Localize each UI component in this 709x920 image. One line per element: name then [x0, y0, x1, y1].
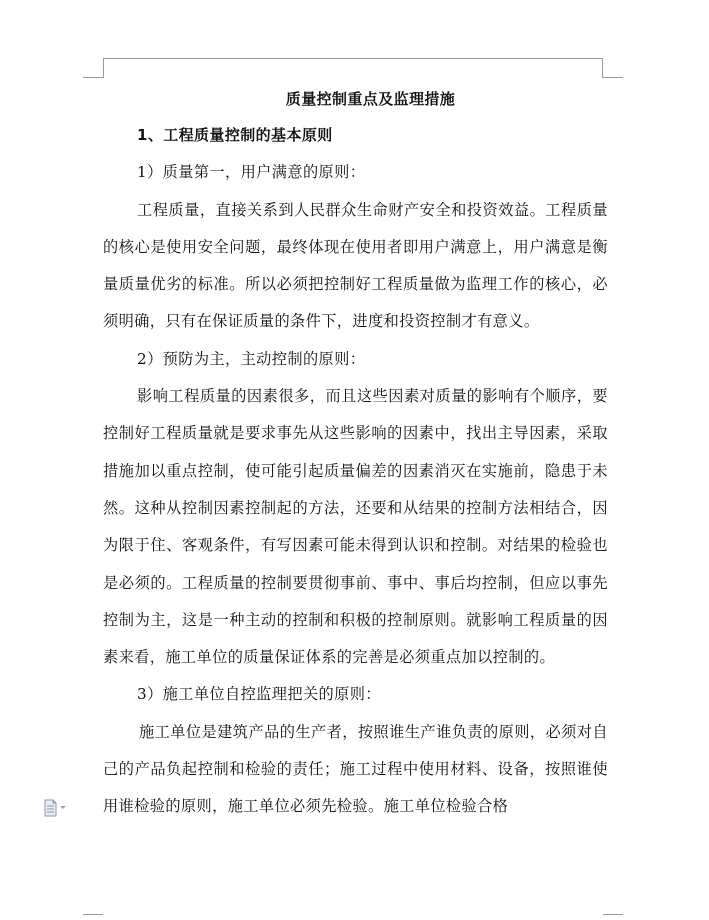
page-margin-frame: [103, 58, 603, 78]
margin-corner-mark-right: [603, 77, 623, 78]
paragraph-3: 施工单位是建筑产品的生产者，按照谁生产谁负责的原则，必须对自己的产品负起控制和检验的责任；施工过程中使用材料、设备，按照谁使用谁检验的原则，施工单位必须先检验。施工单位检验合格: [103, 722, 608, 816]
paragraph-2: 影响工程质量的因素很多，而且这些因素对质量的影响有个顺序，要控制好工程质量就是要求事先从这些影响的因素中，找出主导因素，采取措施加以重点控制，使可能引起质量偏差的因素消灭在实施前，隐患于未然。这种从控制因素控制起的方法，还要和从结果的控制方法相结合，因为限于住、客观条件，有写因素可能未得到认识和控制。对结果的检验也是必须的。工程质量的控制要贯彻事前、事中、事后均控制，但应以事先控制为主，这是一种主动的控制和积极的控制原则。就影响工程质量的因素来看，施工单位的质量保证体系的完善是必须重点加以控制的。: [103, 387, 608, 667]
subsection-heading-3: 3）施工单位自控监理把关的原则：: [137, 685, 381, 704]
subsection-heading-2: 2）预防为主，主动控制的原则：: [137, 349, 366, 368]
margin-corner-mark-bottom-left: [83, 914, 103, 915]
section-heading: 1、工程质量控制的基本原则: [137, 126, 333, 144]
margin-corner-mark-left: [83, 77, 103, 78]
paragraph-1: 工程质量，直接关系到人民群众生命财产安全和投资效益。工程质量的核心是使用安全问题，最终体现在使用者即用户满意上，用户满意是衡量质量优劣的标准。所以必须把控制好工程质量做为监理工作的核心，必须明确，只有在保证质量的条件下，进度和投资控制才有意义。: [103, 200, 608, 331]
subsection-heading-1: 1）质量第一，用户满意的原则：: [137, 163, 366, 182]
document-title: 质量控制重点及监理措施: [285, 90, 456, 108]
document-body[interactable]: [103, 84, 608, 826]
margin-corner-mark-bottom-right: [603, 914, 623, 915]
document-icon[interactable]: [42, 799, 68, 817]
